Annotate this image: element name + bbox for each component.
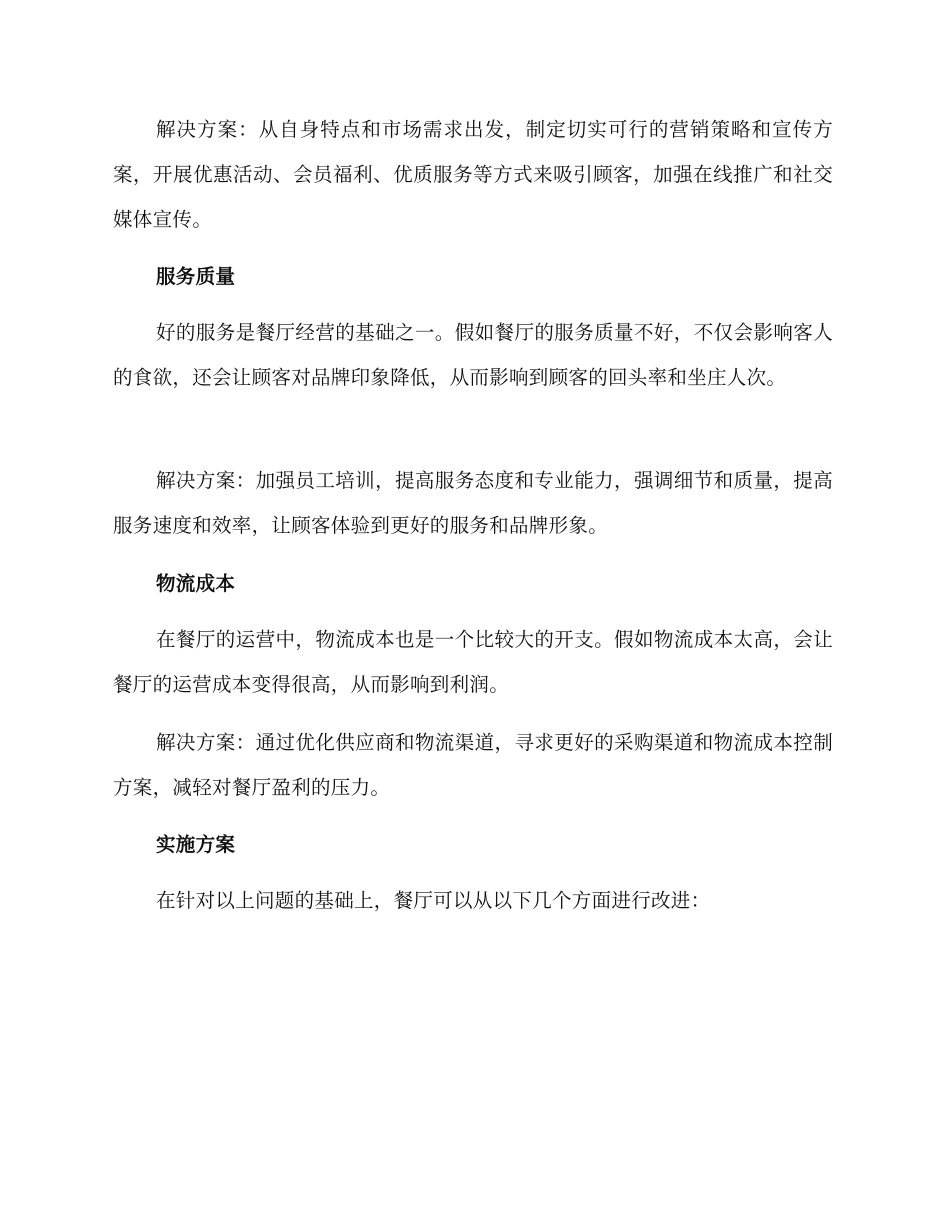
logistics-cost-solution-paragraph: 解决方案：通过优化供应商和物流渠道，寻求更好的采购渠道和物流成本控制方案，减轻对餐厅盈利的压力。 — [113, 731, 833, 799]
logistics-cost-section — [113, 561, 833, 606]
implementation-plan-body-paragraph: 在针对以上问题的基础上，餐厅可以从以下几个方面进行改进： — [156, 889, 711, 912]
service-quality-body-paragraph: 好的服务是餐厅经营的基础之一。假如餐厅的服务质量不好，不仅会影响客人的食欲，还会让顾客对品牌印象降低，从而影响到顾客的回头率和坐庄人次。 — [113, 321, 833, 389]
marketing-solution-paragraph: 解决方案：从自身特点和市场需求出发，制定切实可行的营销策略和宣传方案，开展优惠活动、会员福利、优质服务等方式来吸引顾客，加强在线推广和社交媒体宣传。 — [113, 118, 833, 231]
logistics-cost-solution-block — [113, 720, 833, 810]
service-quality-section — [113, 254, 833, 299]
marketing-solution-block — [113, 107, 833, 242]
service-quality-solution-paragraph: 解决方案：加强员工培训，提高服务态度和专业能力，强调细节和质量，提高服务速度和效率，让顾客体验到更好的服务和品牌形象。 — [113, 469, 833, 537]
service-quality-heading: 服务质量 — [156, 265, 236, 288]
logistics-cost-body-paragraph: 在餐厅的运营中，物流成本也是一个比较大的开支。假如物流成本太高，会让餐厅的运营成本变得很高，从而影响到利润。 — [113, 628, 833, 696]
service-quality-solution-block — [113, 458, 833, 548]
implementation-plan-heading: 实施方案 — [156, 833, 236, 856]
logistics-cost-body-block — [113, 617, 833, 707]
service-quality-body-block — [113, 310, 833, 400]
implementation-plan-body-block — [113, 878, 833, 923]
implementation-plan-section — [113, 822, 833, 867]
logistics-cost-heading: 物流成本 — [156, 572, 236, 595]
